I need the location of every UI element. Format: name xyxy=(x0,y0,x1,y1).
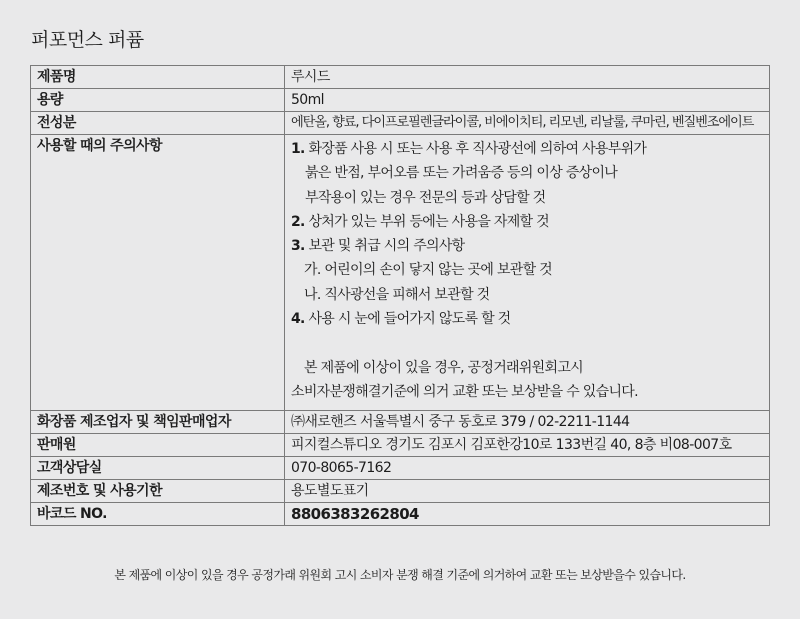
row-value: 루시드 xyxy=(285,66,770,89)
blank-line xyxy=(291,331,763,355)
caution-item-3 xyxy=(291,234,763,258)
item-number: 3. xyxy=(291,238,305,255)
page-title: 퍼포먼스 퍼퓸 xyxy=(31,29,144,51)
table-row-volume xyxy=(31,89,770,112)
caution-text: 사용 시 눈에 들어가지 않도록 할 것 xyxy=(308,311,511,328)
row-label: 바코드 NO. xyxy=(31,503,285,526)
caution-text: 붉은 반점, 부어오름 또는 가려움증 등의 이상 증상이나 xyxy=(305,165,618,182)
row-label: 제품명 xyxy=(31,66,285,89)
caution-item-1 xyxy=(291,137,763,161)
row-label: 고객상담실 xyxy=(31,457,285,480)
caution-text: 부작용이 있는 경우 전문의 등과 상담할 것 xyxy=(305,189,546,206)
caution-item-4 xyxy=(291,307,763,331)
notice-text: 소비자분쟁해결기준에 의거 교환 또는 보상받을 수 있습니다. xyxy=(291,383,638,400)
caution-text: 보관 및 취급 시의 주의사항 xyxy=(308,238,465,255)
table-row-product-name xyxy=(31,66,770,89)
table-row-caution xyxy=(31,135,770,411)
row-label: 판매원 xyxy=(31,434,285,457)
caution-subitem: 가. 어린이의 손이 닿지 않는 곳에 보관할 것 xyxy=(304,262,553,279)
caution-text: 상처가 있는 부위 등에는 사용을 자제할 것 xyxy=(308,213,549,230)
row-value: 에탄올, 향료, 다이프로필렌글라이콜, 비에이치티, 리모넨, 리날룰, 쿠마린, 벤질벤조에이트 xyxy=(285,112,770,135)
table-row-manufacturer xyxy=(31,411,770,434)
item-number: 1. xyxy=(291,141,305,157)
table-row-seller xyxy=(31,434,770,457)
caution-subitem: 나. 직사광선을 피해서 보관할 것 xyxy=(304,286,490,303)
item-number: 2. xyxy=(291,213,305,230)
footer-notice: 본 제품에 이상이 있을 경우 공정가래 위원회 고시 소비자 분쟁 해결 기준에 의거하여 교환 또는 보상받을수 있습니다. xyxy=(114,568,686,582)
caution-item-2 xyxy=(291,210,763,234)
notice-text: 본 제품에 이상이 있을 경우, 공정거래위원회고시 xyxy=(304,359,583,376)
row-value: 50ml xyxy=(285,89,770,112)
barcode-value: 8806383262804 xyxy=(285,503,770,526)
row-value: 피지컬스튜디오 경기도 김포시 김포한강10로 133번길 40, 8층 비08-007호 xyxy=(285,434,770,457)
caution-cell xyxy=(285,135,770,411)
item-number: 4. xyxy=(291,311,305,328)
row-value: ㈜새로핸즈 서울특별시 중구 동호로 379 / 02-2211-1144 xyxy=(285,411,770,434)
table-row-customer-service xyxy=(31,457,770,480)
table-row-lot-expiry xyxy=(31,480,770,503)
caution-text: 화장품 사용 시 또는 사용 후 직사광선에 의하여 사용부위가 xyxy=(308,141,647,157)
table-row-barcode xyxy=(31,503,770,526)
row-label: 사용할 때의 주의사항 xyxy=(31,135,285,411)
product-info-table xyxy=(30,65,770,526)
row-label: 용량 xyxy=(31,89,285,112)
row-value: 용도별도표기 xyxy=(285,480,770,503)
row-label: 전성분 xyxy=(31,112,285,135)
row-label: 화장품 제조업자 및 책임판매업자 xyxy=(31,411,285,434)
row-value: 070-8065-7162 xyxy=(285,457,770,480)
table-row-ingredients xyxy=(31,112,770,135)
row-label: 제조번호 및 사용기한 xyxy=(31,480,285,503)
